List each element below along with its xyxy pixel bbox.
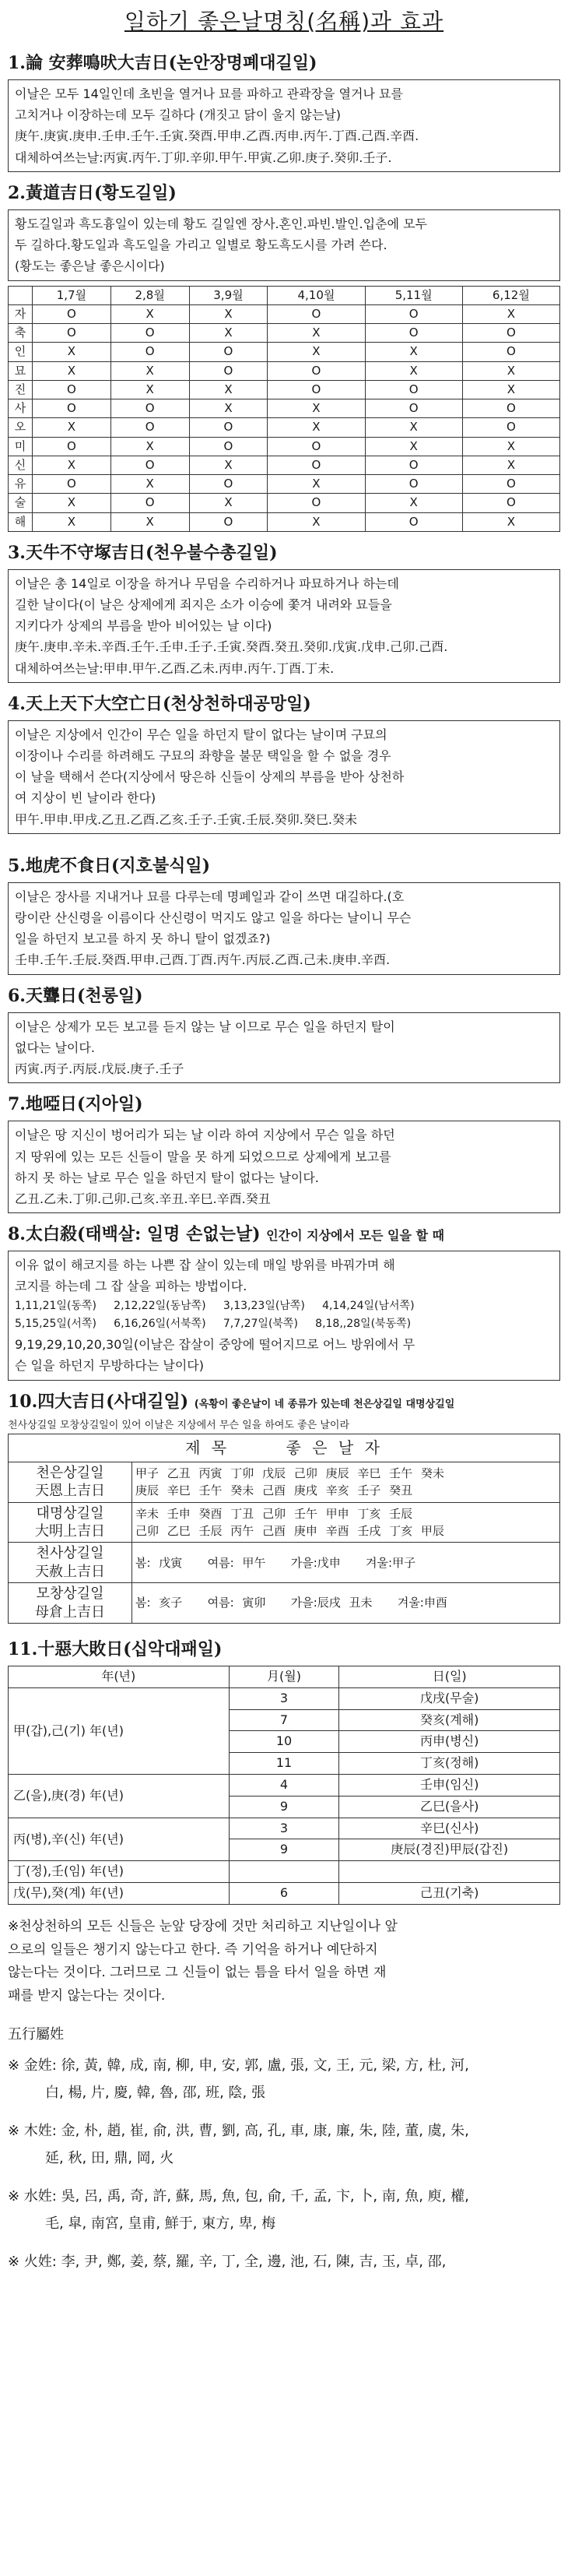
table-row	[9, 399, 560, 418]
five-heading: 五行屬姓	[8, 2025, 64, 2043]
table-cell: X	[462, 304, 559, 323]
text-line: 여 지상이 빈 날이라 한다)	[15, 790, 156, 806]
table-row	[9, 1583, 560, 1624]
table-cell: O	[462, 418, 559, 437]
table-header-cell: 4,10월	[268, 286, 365, 304]
day-cell	[339, 1861, 560, 1883]
table-body	[9, 1687, 560, 1904]
table-cell: X	[268, 418, 365, 437]
closing-note	[8, 1916, 560, 2008]
text-line: 이날은 상제가 모든 보고를 듣지 않는 날 이므로 무슨 일을 하던지 탈이	[15, 1019, 395, 1034]
table-row	[9, 418, 560, 437]
text-line: 없다는 날이다.	[15, 1040, 95, 1055]
table-cell: O	[33, 304, 111, 323]
table-cell: O	[462, 324, 559, 343]
ganji-line: 辛未 壬申 癸酉 丁丑 己卯 壬午 甲申 丁亥 壬辰	[135, 1506, 413, 1521]
table-header-row	[9, 1666, 560, 1688]
row-label: 묘	[9, 361, 33, 380]
table-row	[9, 512, 560, 531]
section-1	[8, 50, 560, 172]
table-row	[9, 304, 560, 323]
table-cell: O	[462, 343, 559, 361]
section-7	[8, 1091, 560, 1213]
table-cell: X	[110, 475, 189, 494]
table-cell: O	[365, 456, 462, 474]
text-line: 庚午.庚寅.庚申.壬申.壬午.壬寅.癸酉.甲申.乙酉.丙申.丙午.丁酉.己酉.辛酉.	[15, 128, 419, 144]
text-line: 으로의 일들은 챙기지 않는다고 한다. 즉 기억을 하거나 예단하지	[8, 1941, 378, 1958]
table-cell: X	[462, 437, 559, 456]
row-label-hanja: 天赦上吉日	[35, 1563, 105, 1580]
surname-line: ※ 金姓: 徐, 黃, 韓, 成, 南, 柳, 申, 安, 郭, 盧, 張, 文, 王, 元, 梁, 方, 杜, 河,	[8, 2057, 469, 2074]
text-line: 이날은 모두 14일인데 초빈을 열거나 묘를 파하고 관곽장을 열거나 묘를	[15, 86, 403, 102]
row-label: 사	[9, 399, 33, 418]
ganji-cell	[132, 1462, 560, 1502]
text-line: 고치거나 이장하는데 모두 길하다 (개짓고 닭이 울지 않는날)	[15, 107, 342, 123]
ganji-line: 봄: 戊寅 여름: 甲午 가을:戊申 겨울:甲子	[135, 1555, 416, 1570]
table-header-cell: 1,7월	[33, 286, 111, 304]
month-cell: 4	[229, 1775, 339, 1797]
ganji-cell	[132, 1583, 560, 1624]
table-cell: X	[462, 456, 559, 474]
table-cell: X	[462, 361, 559, 380]
surname-line: ※ 木姓: 金, 朴, 趙, 崔, 俞, 洪, 曹, 劉, 高, 孔, 車, 康, 廉, 朱, 陸, 董, 虞, 朱,	[8, 2122, 469, 2139]
table-cell: X	[365, 494, 462, 512]
table-cell: X	[33, 512, 111, 531]
table-cell: X	[268, 475, 365, 494]
table-row	[9, 1502, 560, 1543]
row-label	[9, 1502, 132, 1543]
table-cell: X	[268, 512, 365, 531]
text-line: 지 땅위에 있는 모든 신들이 말을 못 하게 되었으므로 상제에게 보고를	[15, 1149, 391, 1164]
ganji-line: 己卯 乙巳 壬辰 丙午 己酉 庚申 辛酉 壬戌 丁亥 甲辰	[135, 1524, 444, 1538]
month-cell: 3	[229, 1687, 339, 1709]
table-cell: X	[33, 456, 111, 474]
row-label: 해	[9, 512, 33, 531]
row-label: 술	[9, 494, 33, 512]
table-cell: O	[110, 343, 189, 361]
table-row	[9, 1687, 560, 1709]
month-cell: 11	[229, 1753, 339, 1775]
table-cell: O	[365, 380, 462, 399]
table-cell: O	[189, 361, 268, 380]
row-label: 유	[9, 475, 33, 494]
section-3	[8, 540, 560, 683]
table-cell: X	[189, 456, 268, 474]
text-line: 슨 일을 하던지 무방하다는 날이다)	[15, 1358, 204, 1374]
table-row	[9, 1861, 560, 1883]
day-cell: 壬申(임신)	[339, 1775, 560, 1797]
day-cell: 戊戌(무술)	[339, 1687, 560, 1709]
row-label: 자	[9, 304, 33, 323]
section-5-box	[8, 882, 560, 975]
table-header-row	[9, 1434, 560, 1462]
month-cell: 3	[229, 1818, 339, 1839]
section-1-box	[8, 79, 560, 172]
table-cell: O	[189, 512, 268, 531]
table-row	[9, 456, 560, 474]
section-8	[8, 1221, 560, 1380]
table-cell: O	[365, 399, 462, 418]
text-line: 대체하여쓰는날:丙寅.丙午.丁卯.辛卯.甲午.甲寅.乙卯.庚子.癸卯.壬子.	[15, 150, 392, 165]
sipak-table	[8, 1666, 560, 1905]
table-cell: O	[189, 418, 268, 437]
text-line: 庚午.庚申.辛未.辛酉.壬午.壬申.壬子.壬寅.癸酉.癸丑.癸卯.戊寅.戊申.己卯.己酉.	[15, 639, 448, 655]
text-line: (황도는 좋은날 좋은시이다)	[15, 259, 165, 274]
text-line: 이 날을 택해서 쓴다(지상에서 땅은하 신들이 상제의 부름을 받아 상천하	[15, 769, 405, 785]
hwangdo-table	[8, 286, 560, 532]
section-8-heading	[8, 1221, 560, 1248]
row-label-kr: 대명상길일	[36, 1504, 104, 1522]
text-line: 길한 날이다(이 날은 상제에게 죄지은 소가 이승에 쫓겨 내려와 묘들을	[15, 597, 392, 613]
table-cell: O	[268, 437, 365, 456]
text-line: 이날은 땅 지신이 벙어리가 되는 날 이라 하여 지상에서 무슨 일을 하던	[15, 1128, 395, 1143]
table-cell: O	[268, 361, 365, 380]
section-8-subtitle: 인간이 지상에서 모든 일을 할 때	[266, 1228, 444, 1244]
table-cell: X	[462, 380, 559, 399]
table-cell: X	[33, 343, 111, 361]
row-label	[9, 1583, 132, 1624]
text-line: 9,19,29,10,20,30일(이날은 잡살이 중앙에 떨어지므로 어느 방위에서 무	[15, 1337, 415, 1353]
text-line: 壬申.壬午.壬辰.癸酉.甲申.己酉.丁酉.丙午.丙辰.乙酉.己未.庚申.辛酉.	[15, 952, 391, 968]
month-cell: 9	[229, 1796, 339, 1818]
section-5-heading: 5.地虎不食日(지호불식일)	[8, 855, 211, 876]
text-line: 두 길하다.황도일과 흑도일을 가리고 일별로 황도흑도시를 가려 쓴다.	[15, 238, 387, 253]
table-cell: O	[268, 456, 365, 474]
table-cell: X	[110, 304, 189, 323]
table-header-cell: 日(일)	[339, 1666, 560, 1688]
day-cell: 庚辰(경진)甲辰(갑진)	[339, 1839, 560, 1861]
table-row	[9, 361, 560, 380]
table-cell: X	[365, 437, 462, 456]
table-cell: X	[365, 343, 462, 361]
day-cell: 乙巳(을사)	[339, 1796, 560, 1818]
text-line: 일을 하던지 보고를 하지 못 하니 탈이 없겠죠?)	[15, 931, 271, 947]
table-row	[9, 1883, 560, 1905]
table-cell: O	[268, 380, 365, 399]
text-line: 乙丑.乙未.丁卯.己卯.己亥.辛丑.辛巳.辛酉.癸丑	[15, 1191, 271, 1206]
table-cell: O	[33, 437, 111, 456]
table-row	[9, 1818, 560, 1839]
text-line: 이유 없이 해코지를 하는 나쁜 잡 살이 있는데 매일 방위를 바꿔가며 해	[15, 1258, 395, 1273]
text-line: 甲午.甲申.甲戌.乙丑.乙酉.乙亥.壬子.壬寅.壬辰.癸卯.癸巳.癸未	[15, 811, 357, 827]
table-cell: X	[110, 437, 189, 456]
table-cell: X	[33, 361, 111, 380]
section-10-heading	[8, 1388, 560, 1415]
surname-line: ※ 水姓: 吳, 呂, 禹, 奇, 許, 蘇, 馬, 魚, 包, 俞, 千, 孟, 卞, 卜, 南, 魚, 庾, 權,	[8, 2188, 469, 2205]
ganji-cell	[132, 1502, 560, 1543]
table-cell: O	[462, 475, 559, 494]
ganji-line: 庚辰 辛巳 壬午 癸未 己酉 庚戌 辛亥 壬子 癸丑	[135, 1483, 413, 1498]
month-cell: 6	[229, 1883, 339, 1905]
year-cell: 甲(갑),己(기) 年(년)	[9, 1687, 230, 1774]
page-title: 일하기 좋은날명칭(名稱)과 효과	[124, 9, 444, 34]
text-line: ※천상천하의 모든 신들은 눈앞 당장에 것만 처리하고 지난일이나 앞	[8, 1918, 398, 1934]
section-10-title: 10.四大吉日(사대길일)	[8, 1391, 189, 1412]
text-line: 이날은 총 14일로 이장을 하거나 무덤을 수리하거나 파묘하거나 하는데	[15, 575, 399, 591]
text-line: 코지를 하는데 그 잡 살을 피하는 방법이다.	[15, 1279, 247, 1294]
year-cell: 丁(정),壬(임) 年(년)	[9, 1861, 230, 1883]
row-label: 인	[9, 343, 33, 361]
table-cell: O	[110, 456, 189, 474]
table-header-cell	[9, 286, 33, 304]
table-cell: O	[365, 304, 462, 323]
table-header-row	[9, 286, 560, 304]
day-cell: 丙申(병신)	[339, 1731, 560, 1753]
table-cell: X	[189, 380, 268, 399]
text-line: 이날은 장사를 지내거나 묘를 다루는데 명폐일과 같이 쓰면 대길하다.(호	[15, 889, 405, 904]
day-cell: 辛巳(신사)	[339, 1818, 560, 1839]
section-6-box	[8, 1012, 560, 1084]
section-5	[8, 853, 560, 975]
section-10-note-2: 천사상길일 모창상길일이 있어 이날은 지상에서 무슨 일을 하여도 좋은 날이라	[8, 1419, 350, 1431]
row-label: 신	[9, 456, 33, 474]
table-cell: O	[110, 494, 189, 512]
table-row	[9, 1775, 560, 1797]
row-label	[9, 1543, 132, 1583]
table-cell: X	[365, 361, 462, 380]
section-2-box	[8, 209, 560, 281]
table-cell: O	[365, 475, 462, 494]
table-header-cell: 제 목 좋 은 날 자	[9, 1434, 560, 1462]
table-cell: X	[462, 512, 559, 531]
year-cell: 丙(병),辛(신) 年(년)	[9, 1818, 230, 1861]
text-line: 지키다가 상제의 부름을 받아 비어있는 날 이다)	[15, 618, 272, 634]
table-row	[9, 380, 560, 399]
table-header-cell: 5,11월	[365, 286, 462, 304]
section-11	[8, 1636, 560, 1905]
section-6-heading: 6.天聾日(천롱일)	[8, 985, 143, 1006]
section-4-heading: 4.天上天下大空亡日(천상천하대공망일)	[8, 693, 311, 714]
section-8-box	[8, 1251, 560, 1380]
section-7-heading: 7.地啞日(지아일)	[8, 1094, 143, 1115]
table-row	[9, 1543, 560, 1583]
table-cell: X	[365, 418, 462, 437]
text-line: 대체하여쓰는날:甲申.甲午.乙酉.乙未.丙申.丙午.丁酉.丁未.	[15, 660, 335, 676]
text-line: 않는다는 것이다. 그러므로 그 신들이 없는 틈을 타서 일을 하면 재	[8, 1965, 387, 1981]
table-header-cell: 年(년)	[9, 1666, 230, 1688]
table-cell: O	[189, 437, 268, 456]
table-cell: O	[33, 399, 111, 418]
table-cell: X	[189, 494, 268, 512]
text-line: 하지 못 하는 날로 무슨 일을 하던지 탈이 없다는 날이다.	[15, 1170, 319, 1185]
table-row	[9, 324, 560, 343]
section-11-heading: 11.十惡大敗日(십악대패일)	[8, 1638, 223, 1659]
surname-group	[8, 2248, 560, 2275]
table-cell: X	[189, 304, 268, 323]
table-cell: X	[268, 324, 365, 343]
surname-line: 延, 秋, 田, 鼎, 岡, 火	[45, 2149, 174, 2166]
table-cell: X	[189, 324, 268, 343]
section-8-title: 8.太白殺(태백살: 일명 손없는날)	[8, 1224, 261, 1245]
text-line: 패를 받지 않는다는 것이다.	[8, 1988, 166, 2004]
table-cell: X	[268, 343, 365, 361]
section-3-heading: 3.天牛不守塚吉日(천우불수총길일)	[8, 542, 278, 563]
table-cell: O	[33, 475, 111, 494]
section-10-note: (옥황이 좋은날이 네 종류가 있는데 천은상길일 대명상길일	[194, 1398, 455, 1410]
table-cell: O	[33, 324, 111, 343]
table-cell: O	[189, 475, 268, 494]
month-cell	[229, 1861, 339, 1883]
text-line: 5,15,25일(서쪽) 6,16,26일(서북쪽) 7,7,27일(북쪽) 8,18,,28일(북동쪽)	[15, 1318, 412, 1331]
row-label: 오	[9, 418, 33, 437]
table-row	[9, 343, 560, 361]
table-cell: O	[365, 324, 462, 343]
table-header-cell: 3,9월	[189, 286, 268, 304]
row-label: 진	[9, 380, 33, 399]
section-2	[8, 180, 560, 532]
ganji-line: 甲子 乙丑 丙寅 丁卯 戊辰 己卯 庚辰 辛巳 壬午 癸未	[135, 1466, 444, 1480]
surname-line: 白, 楊, 片, 慶, 韓, 魯, 邵, 班, 陰, 張	[45, 2084, 265, 2101]
table-row	[9, 437, 560, 456]
table-header-cell: 6,12월	[462, 286, 559, 304]
surname-group	[8, 2117, 560, 2172]
text-line: 1,11,21일(동쪽) 2,12,22일(동남쪽) 3,13,23일(남쪽) 4,14,24일(남서쪽)	[15, 1299, 415, 1312]
table-row	[9, 494, 560, 512]
surname-group	[8, 2183, 560, 2237]
table-cell: X	[33, 418, 111, 437]
text-line: 랑이란 산신령을 이름이다 산신령이 먹지도 않고 일을 하다는 날이니 무슨	[15, 910, 412, 926]
section-4-box	[8, 720, 560, 834]
table-cell: X	[110, 380, 189, 399]
month-cell: 10	[229, 1731, 339, 1753]
table-cell: X	[33, 494, 111, 512]
text-line: 황도길일과 흑도흉일이 있는데 황도 길일엔 장사.혼인.파빈.발인.입춘에 모두	[15, 216, 427, 231]
row-label-kr: 천사상길일	[36, 1545, 104, 1562]
day-cell: 癸亥(계해)	[339, 1709, 560, 1731]
row-label: 축	[9, 324, 33, 343]
table-cell: O	[33, 380, 111, 399]
section-6	[8, 983, 560, 1084]
surname-line: ※ 火姓: 李, 尹, 鄭, 姜, 蔡, 羅, 辛, 丁, 全, 邊, 池, 石, 陳, 吉, 玉, 卓, 邵,	[8, 2254, 447, 2271]
table-cell: O	[365, 512, 462, 531]
row-label: 미	[9, 437, 33, 456]
section-7-box	[8, 1121, 560, 1213]
table-row	[9, 475, 560, 494]
ganji-cell	[132, 1543, 560, 1583]
table-cell: X	[268, 399, 365, 418]
year-cell: 乙(을),庚(경) 年(년)	[9, 1775, 230, 1818]
month-cell: 7	[229, 1709, 339, 1731]
table-cell: O	[268, 494, 365, 512]
day-cell: 己丑(기축)	[339, 1883, 560, 1905]
table-cell: O	[189, 343, 268, 361]
table-cell: X	[110, 512, 189, 531]
surname-line: 毛, 皐, 南宮, 皇甫, 鮮于, 東方, 卑, 梅	[45, 2215, 276, 2233]
table-cell: O	[462, 399, 559, 418]
table-cell: O	[268, 304, 365, 323]
table-cell: X	[110, 361, 189, 380]
text-line: 이장이나 수리를 하려해도 구묘의 좌향을 불문 택일을 할 수 없을 경우	[15, 748, 391, 764]
section-1-heading: 1.論 安葬鳴吠大吉日(논안장명폐대길일)	[8, 53, 317, 73]
section-2-heading: 2.黃道吉日(황도길일)	[8, 182, 177, 203]
day-cell: 丁亥(정해)	[339, 1753, 560, 1775]
surname-group	[8, 2052, 560, 2106]
table-cell: O	[110, 324, 189, 343]
text-line: 丙寅.丙子.丙辰.戊辰.庚子.壬子	[15, 1061, 184, 1077]
section-10	[8, 1388, 560, 1624]
table-header-cell: 月(월)	[229, 1666, 339, 1688]
section-3-box	[8, 569, 560, 683]
row-label-hanja: 大明上吉日	[35, 1523, 105, 1540]
text-line: 이날은 지상에서 인간이 무슨 일을 하던지 탈이 없다는 날이며 구묘의	[15, 727, 387, 742]
row-label-hanja: 母倉上吉日	[35, 1603, 105, 1621]
table-row	[9, 1462, 560, 1502]
table-cell: O	[110, 418, 189, 437]
table-cell: O	[110, 399, 189, 418]
table-cell: O	[462, 494, 559, 512]
sadaegil-table	[8, 1434, 560, 1624]
row-label-hanja: 天恩上吉日	[35, 1483, 105, 1500]
row-label-kr: 천은상길일	[36, 1464, 104, 1481]
five-element-surnames	[8, 2024, 560, 2276]
month-cell: 9	[229, 1839, 339, 1861]
section-4	[8, 691, 560, 834]
table-cell: X	[189, 399, 268, 418]
ganji-line: 봄: 亥子 여름: 寅卯 가을:辰戌 丑未 겨울:申酉	[135, 1596, 447, 1610]
table-header-cell: 2,8월	[110, 286, 189, 304]
row-label	[9, 1462, 132, 1502]
table-body	[9, 304, 560, 531]
row-label-kr: 모창상길일	[36, 1585, 104, 1603]
year-cell: 戊(무),癸(계) 年(년)	[9, 1883, 230, 1905]
